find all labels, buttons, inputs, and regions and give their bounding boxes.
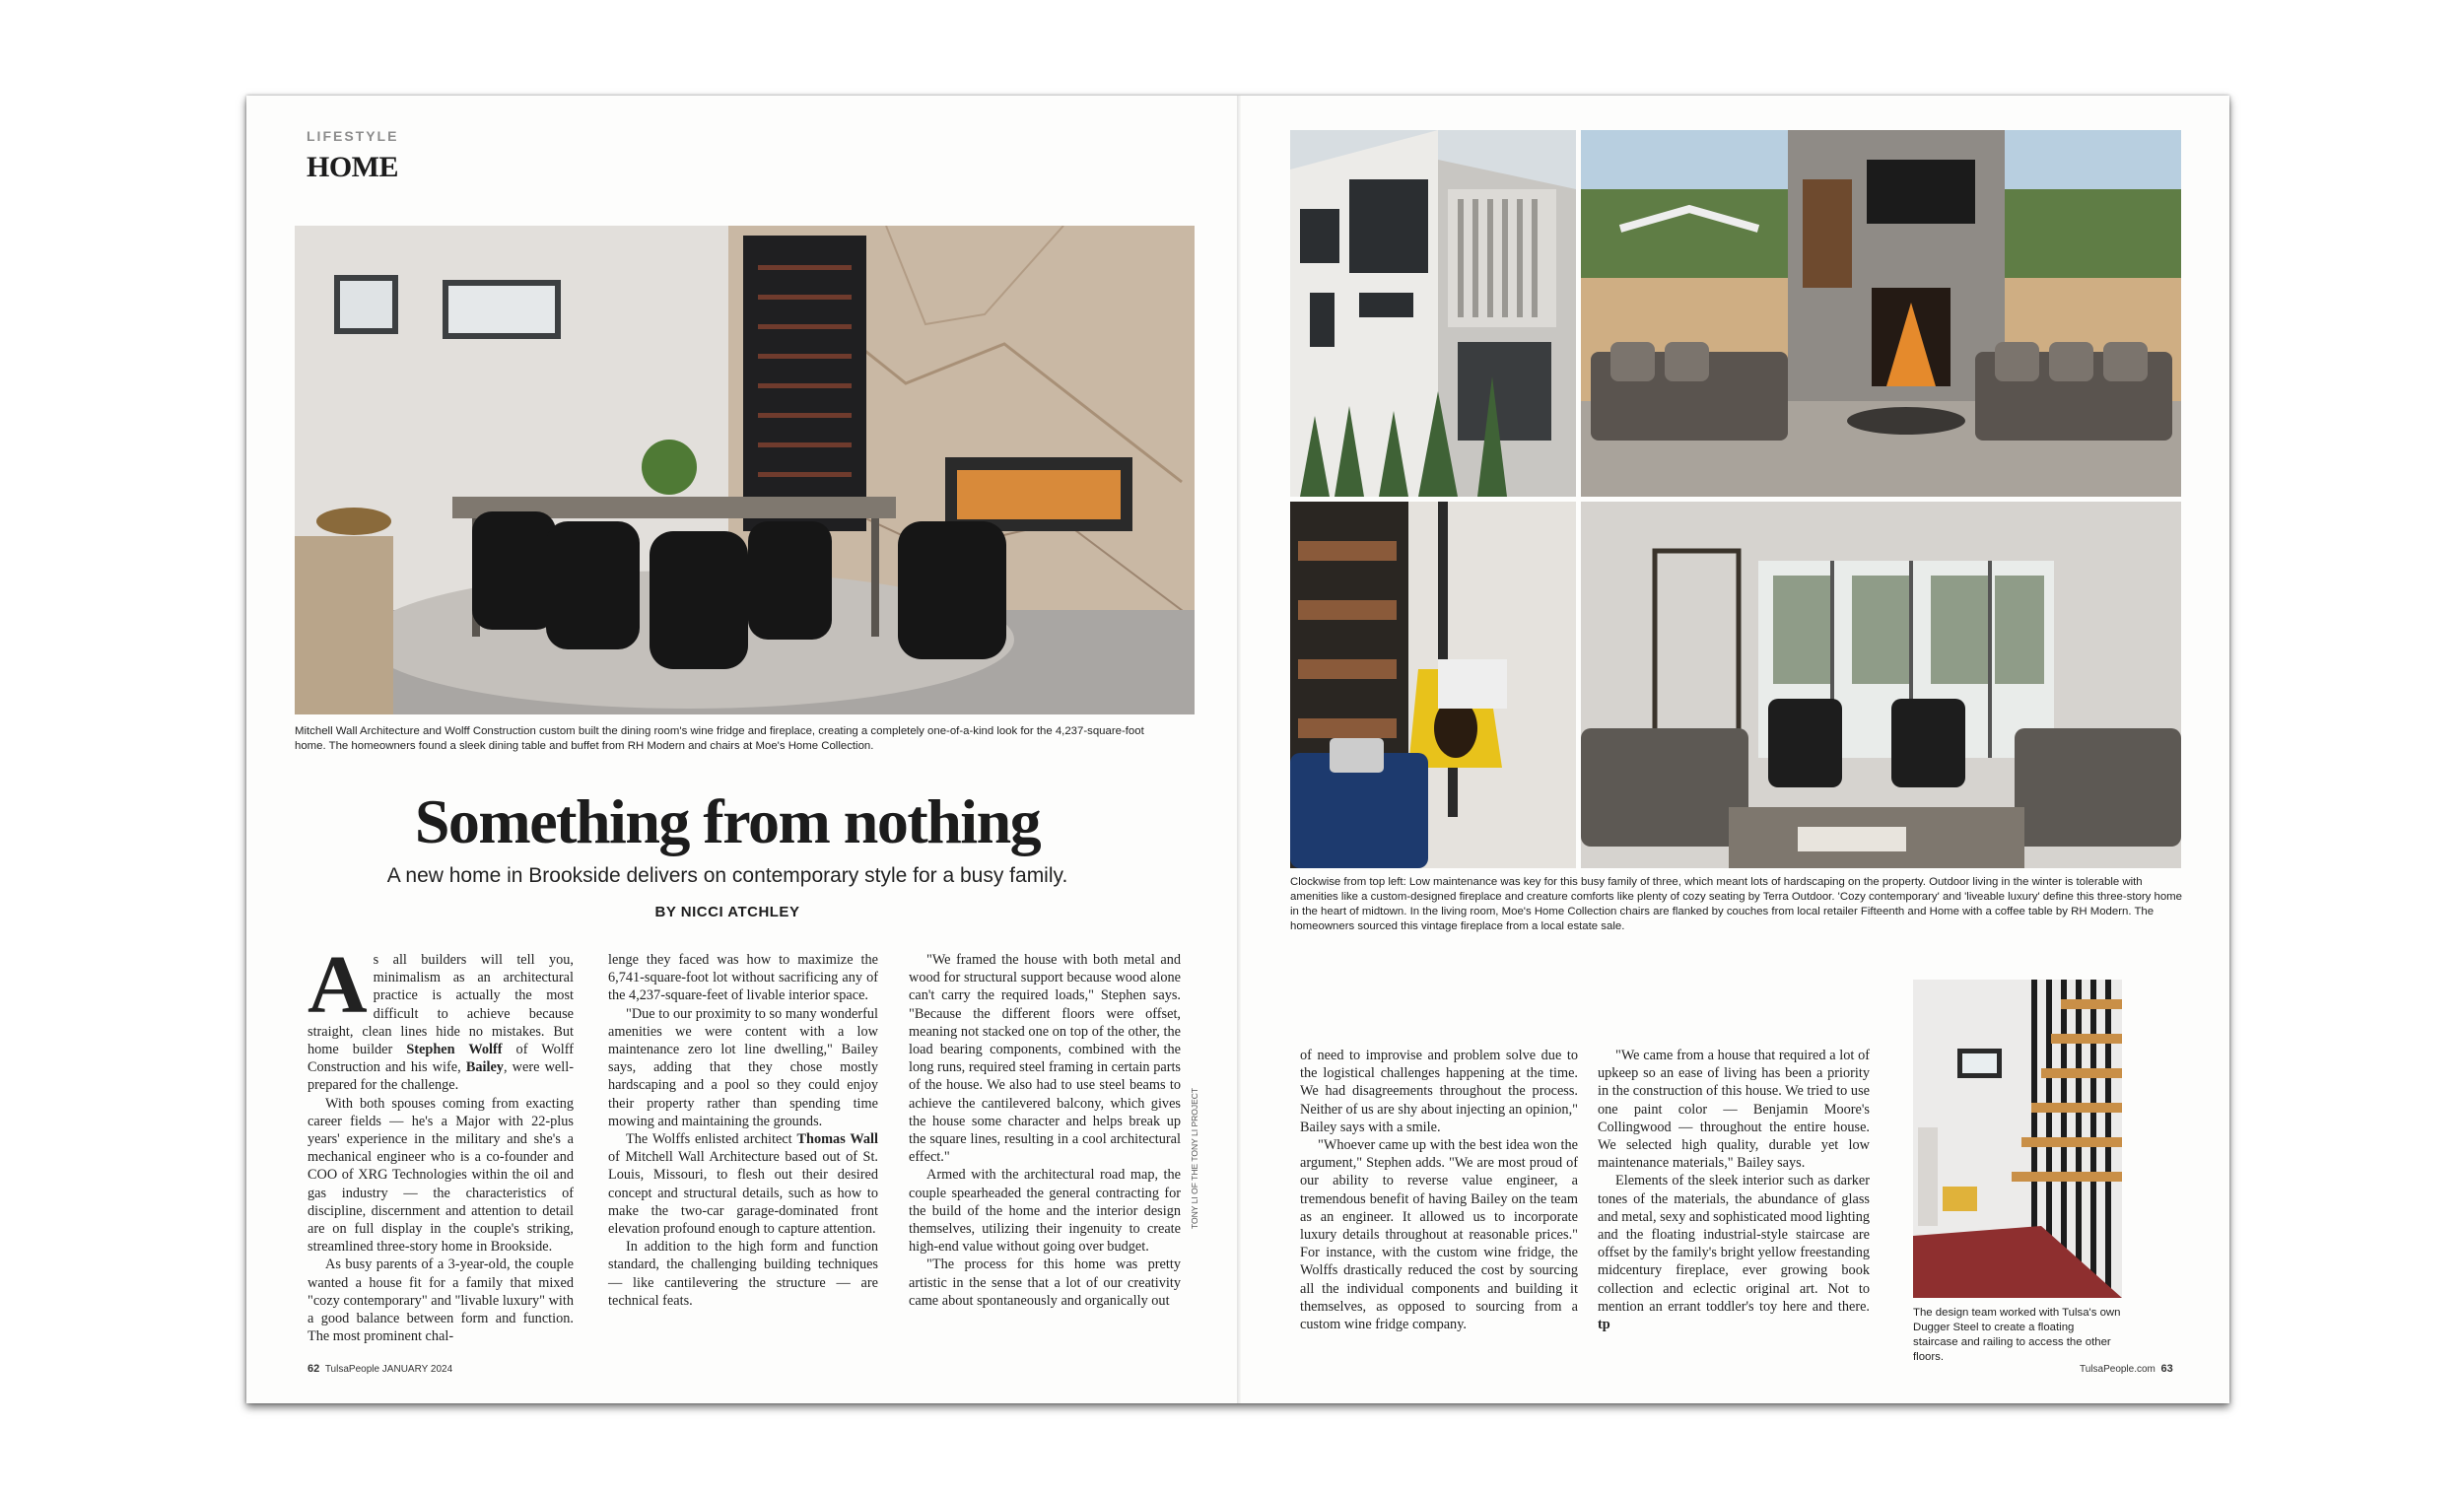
dining-room-photo bbox=[295, 226, 1195, 714]
article-column-2 bbox=[608, 951, 878, 1310]
paragraph: "Due to our proximity to so many wonderful amenities we were content with a low maintenance zero lot line dwelling," Bailey says, adding that they chose mostly hardscaping and a pool so they could enjoy their property rather than spending time mowing and maintaining the grounds. bbox=[608, 1005, 878, 1129]
paragraph: "We framed the house with both metal and wood for structural support because wood alone can't carry the required loads," Stephen says. "Because the different floors were offset, meaning not stacked one on top of the other, the load bearing components, combined with the long runs, required steel framing in certain parts of the house. We also had to use steel beams to achieve the cantilevered balcony, which gives the house some character and helps break up the square lines, resulting in a cool architectural effect." bbox=[909, 952, 1181, 1166]
collage-caption: Clockwise from top left: Low maintenance was key for this busy family of three, which meant lots of hardscaping on the property. Outdoor living in the winter is tolerable with amenities like a custom-designed fireplace and creature comforts like plenty of cozy seating by Terra Outdoor. 'Cozy contemporary' and 'liveable luxury' define this three-story home in the heart of midtown. In the living room, Moe's Home Collection chairs are flanked by couches from local retailer Fifteenth and Home with a coffee table by RH Modern. The homeowners sourced this vintage fireplace from a local estate sale. bbox=[1290, 876, 2182, 932]
living-room-photo bbox=[1581, 502, 2181, 868]
paragraph: With both spouses coming from exacting career fields — he's a Major with 22-plus years' experience in the military and she's a mechanical engineer who is a co-founder and COO of XRG Technologies within the oil and gas industry — the characteristics of discipline, discernment and attention to detail are on full display in the couple's striking, streamlined three-story home in Brookside. bbox=[308, 1095, 574, 1256]
article-column-5 bbox=[1598, 1047, 1870, 1333]
folio-right bbox=[2080, 1363, 2173, 1375]
gutter-divider bbox=[1237, 96, 1241, 1403]
article-deck: A new home in Brookside delivers on contemporary style for a busy family. bbox=[386, 864, 1068, 887]
paragraph: Armed with the architectural road map, the couple spearheaded the general contracting for the build of the home and the interior design themselves, utilizing their ingenuity to create high-end value without going over budget. bbox=[909, 1167, 1181, 1256]
article-column-4 bbox=[1300, 1047, 1578, 1333]
col2-text: The Wolffs enlisted architect bbox=[626, 1131, 797, 1148]
section-title: HOME bbox=[307, 151, 398, 183]
article-column-3 bbox=[909, 951, 1181, 1310]
paragraph: In addition to the high form and function standard, the challenging building techniques — like cantilevering the structure — are technical feats. bbox=[608, 1239, 878, 1309]
article-column-1 bbox=[308, 939, 574, 1345]
col1-text: s all builders will tell you, minimalism as an architectural practice is actually the most difficult to achieve because straight, clean lines hide no mistakes. But home builder bbox=[308, 952, 574, 1058]
staircase-photo bbox=[1913, 980, 2122, 1298]
section-kicker: LIFESTYLE bbox=[307, 128, 399, 144]
magazine-spread bbox=[246, 96, 2229, 1403]
paragraph: As busy parents of a 3-year-old, the couple wanted a house fit for a family that mixed "cozy contemporary" and "livable luxury" with a good balance between form and function. The most prominent chal- bbox=[308, 1256, 574, 1345]
paragraph: lenge they faced was how to maximize the 6,741-square-foot lot without sacrificing any of the 4,237-square-feet of livable interior space. bbox=[608, 952, 878, 1004]
folio-text: TulsaPeople JANUARY 2024 bbox=[324, 1364, 453, 1375]
outdoor-fireplace-photo bbox=[1581, 130, 2181, 497]
col1-text-b: of Wolff Construction and his wife, bbox=[308, 1042, 574, 1076]
end-mark: tp bbox=[1598, 1317, 1610, 1333]
folio-left bbox=[308, 1363, 452, 1375]
folio-text: TulsaPeople.com bbox=[2080, 1364, 2156, 1375]
name-thomas-wall: Thomas Wall bbox=[796, 1131, 878, 1148]
paragraph: "The process for this home was pretty artistic in the sense that a lot of our creativity came about spontaneously and organically out bbox=[909, 1256, 1181, 1309]
house-exterior-photo bbox=[1290, 130, 1576, 497]
paragraph: of need to improvise and problem solve due to the logistical challenges happening at the time. We had disagreements throughout the process. Neither of us are shy about injecting an opinion," Bailey says with a smile. bbox=[1300, 1048, 1578, 1135]
col2-text-b: of Mitchell Wall Architecture based out of St. Louis, Missouri, to flesh out their desired concept and structural details, such as how to make the two-car garage-dominated front elevation profound enough to capture attention. bbox=[608, 1149, 878, 1238]
article-byline: BY NICCI ATCHLEY bbox=[654, 904, 800, 920]
drop-cap: A bbox=[308, 939, 368, 1031]
staircase-caption: The design team worked with Tulsa's own Dugger Steel to create a floating staircase and railing to access the other floors. bbox=[1913, 1307, 2121, 1363]
col1-text-c: , were well-prepared for the challenge. bbox=[308, 1059, 574, 1094]
name-bailey: Bailey bbox=[465, 1059, 504, 1076]
article-headline: Something from nothing bbox=[414, 786, 1041, 856]
photo-credit: TONY LI OF THE TONY LI PROJECT bbox=[1190, 1087, 1199, 1229]
paragraph: "We came from a house that required a lot of upkeep so an ease of living has been a priority in the construction of this house. We tried to use one paint color — Benjamin Moore's Collingwood — throughout the entire house. We selected high quality, durable yet low maintenance materials," Bailey says. bbox=[1598, 1048, 1870, 1172]
paragraph: "Whoever came up with the best idea won the argument," Stephen adds. "We are most proud of our ability to reverse value engineer, a tremendous benefit of having Bailey on the team as an engineer. It allowed us to incorporate luxury details throughout at reasonable prices." For instance, with the custom wine fridge, the Wolffs drastically reduced the cost by sourcing all the individual components and building it themselves, as opposed to sourcing from a custom wine fridge company. bbox=[1300, 1137, 1578, 1333]
name-stephen-wolff: Stephen Wolff bbox=[406, 1042, 503, 1058]
page-number: 62 bbox=[308, 1363, 320, 1375]
col5-text: Elements of the sleek interior such as darker tones of the materials, the abundance of glass and metal, sexy and sophisticated mood lighting and the floating industrial-style staircase are offset by the family's bright yellow freestanding midcentury fireplace, ever growing book collection and eclectic original art. Not to mention an errant toddler's toy here and there. bbox=[1598, 1173, 1870, 1315]
page-number: 63 bbox=[2160, 1363, 2173, 1375]
yellow-fireplace-photo bbox=[1290, 502, 1576, 868]
dining-photo-caption: Mitchell Wall Architecture and Wolff Construction custom built the dining room's wine fridge and fireplace, creating a completely one-of-a-kind look for the 4,237-square-foot home. The homeowners found a sleek dining table and buffet from RH Modern and chairs at Moe's Home Collection. bbox=[295, 725, 1144, 752]
